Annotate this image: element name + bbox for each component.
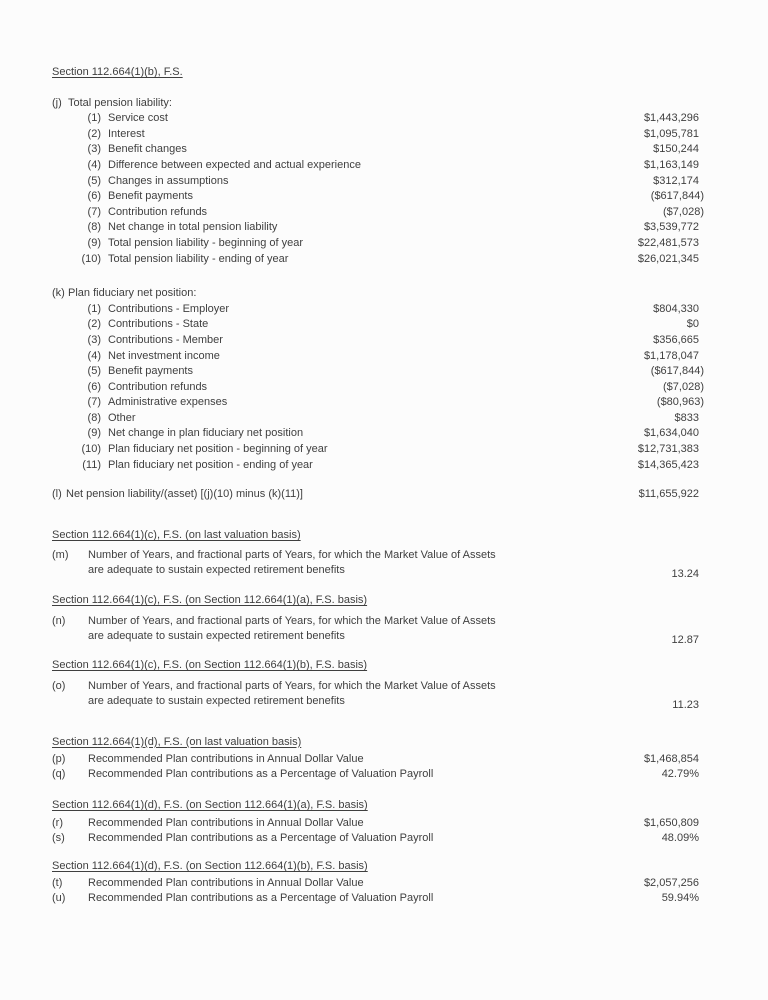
item-letter: (q)	[52, 768, 66, 781]
table-row	[52, 752, 704, 767]
item-letter: (j)	[52, 96, 62, 109]
item-label: Benefit payments	[108, 365, 193, 378]
table-row	[52, 426, 704, 442]
section-block-1d-1a-basis	[52, 798, 704, 846]
table-row	[52, 333, 704, 349]
section-block-1c-last-valuation	[52, 528, 704, 579]
table-row	[52, 317, 704, 333]
table-row	[52, 891, 704, 906]
item-number: (11)	[82, 458, 101, 471]
item-label: Difference between expected and actual experience	[108, 158, 361, 171]
table-row	[52, 876, 704, 891]
table-row	[52, 458, 704, 474]
item-label: Recommended Plan contributions as a Percentage of Valuation Payroll	[88, 892, 434, 905]
item-number: (6)	[87, 380, 101, 393]
item-label: Administrative expenses	[108, 396, 228, 409]
group-title: Total pension liability:	[68, 96, 172, 109]
table-row	[52, 252, 704, 268]
description-line-2: are adequate to sustain expected retirement benefits	[88, 630, 345, 643]
section-rows	[52, 816, 704, 846]
table-row	[52, 236, 704, 252]
item-label: Benefit payments	[108, 190, 193, 203]
item-number: (8)	[87, 411, 101, 424]
item-number: (2)	[87, 127, 101, 140]
item-value: $11,655,922	[638, 488, 699, 501]
item-label: Recommended Plan contributions in Annual Dollar Value	[88, 816, 364, 829]
item-value: $26,021,345	[637, 252, 699, 265]
group-heading-j	[52, 96, 704, 112]
section-block-1d-1b-basis	[52, 859, 704, 907]
item-value: $1,178,047	[643, 349, 699, 362]
item-label: Plan fiduciary net position - ending of year	[108, 458, 313, 471]
table-row	[52, 349, 704, 365]
item-label: Plan fiduciary net position - beginning of year	[108, 443, 328, 456]
section-heading: Section 112.664(1)(c), F.S. (on Section 112.664(1)(b), F.S. basis)	[52, 659, 368, 672]
item-label: Service cost	[108, 112, 168, 125]
item-number: (9)	[87, 236, 101, 249]
table-row	[52, 679, 704, 709]
item-letter: (k)	[52, 287, 65, 300]
item-value: ($7,028)	[663, 205, 704, 218]
section-heading-112-664-1b: Section 112.664(1)(b), F.S.	[52, 66, 183, 78]
item-label: Recommended Plan contributions in Annual Dollar Value	[88, 877, 364, 890]
item-number: (6)	[87, 190, 101, 203]
item-letter: (p)	[52, 753, 66, 766]
item-value: 59.94%	[661, 892, 699, 905]
item-letter: (m)	[52, 549, 69, 562]
item-label: Contributions - Member	[108, 333, 223, 346]
item-number: (7)	[87, 205, 101, 218]
item-description	[88, 614, 609, 644]
item-letter: (s)	[52, 831, 65, 844]
item-label: Benefit changes	[108, 143, 187, 156]
description-line-2: are adequate to sustain expected retirement benefits	[88, 694, 345, 707]
item-number: (2)	[87, 318, 101, 331]
description-line-2: are adequate to sustain expected retirement benefits	[88, 564, 345, 577]
item-number: (10)	[81, 443, 101, 456]
item-label: Net change in plan fiduciary net position	[108, 427, 304, 440]
item-value: ($617,844)	[650, 365, 704, 378]
table-row	[52, 142, 704, 158]
section-block-1d-last-valuation	[52, 735, 704, 783]
section-block-1c-1b-basis	[52, 658, 704, 709]
table-row	[52, 548, 704, 581]
item-value: ($617,844)	[650, 190, 704, 203]
item-label: Interest	[108, 127, 145, 140]
item-number: (8)	[87, 221, 101, 234]
item-value: ($7,028)	[663, 380, 704, 393]
item-value: $150,244	[653, 143, 699, 156]
item-value: $1,163,149	[643, 158, 699, 171]
item-label: Total pension liability - beginning of year	[108, 236, 304, 249]
table-row	[52, 302, 704, 318]
item-label: Net investment income	[108, 349, 220, 362]
item-value: $1,468,854	[643, 753, 699, 766]
table-row	[52, 205, 704, 221]
table-row	[52, 220, 704, 236]
item-number: (1)	[87, 302, 101, 315]
item-letter: (o)	[52, 679, 66, 692]
item-number: (3)	[87, 143, 101, 156]
table-row	[52, 174, 704, 190]
item-label: Other	[108, 411, 136, 424]
item-letter: (t)	[52, 877, 63, 890]
item-label: Net change in total pension liability	[108, 221, 278, 234]
item-number: (7)	[87, 396, 101, 409]
item-label: Recommended Plan contributions in Annual Dollar Value	[88, 753, 364, 766]
section-heading: Section 112.664(1)(c), F.S. (on last valuation basis)	[52, 528, 301, 541]
item-label: Contribution refunds	[108, 380, 208, 393]
table-row	[52, 442, 704, 458]
item-letter: (r)	[52, 816, 63, 829]
table-row	[52, 614, 704, 647]
item-letter: (l)	[52, 488, 62, 501]
item-label: Contributions - State	[108, 318, 209, 331]
table-row	[52, 380, 704, 396]
item-number: (3)	[87, 333, 101, 346]
item-number: (4)	[87, 158, 101, 171]
item-number: (4)	[87, 349, 101, 362]
item-number: (1)	[87, 112, 101, 125]
section-heading: Section 112.664(1)(d), F.S. (on Section 112.664(1)(b), F.S. basis)	[52, 859, 368, 872]
section-rows	[52, 876, 704, 906]
table-row	[52, 364, 704, 380]
item-value: 13.24	[671, 568, 699, 581]
item-value: $2,057,256	[643, 877, 699, 890]
net-pension-liability-row	[52, 487, 704, 503]
item-description	[88, 548, 609, 578]
item-letter: (u)	[52, 892, 66, 905]
section-heading: Section 112.664(1)(d), F.S. (on last valuation basis)	[52, 735, 302, 748]
description-line-1: Number of Years, and fractional parts of Years, for which the Market Value of Assets	[88, 615, 496, 628]
description-line-1: Number of Years, and fractional parts of Years, for which the Market Value of Assets	[88, 679, 496, 692]
description-line-1: Number of Years, and fractional parts of Years, for which the Market Value of Assets	[88, 549, 496, 562]
table-row	[52, 816, 704, 831]
item-label: Net pension liability/(asset) [(j)(10) minus (k)(11)]	[66, 488, 303, 501]
table-row	[52, 395, 704, 411]
item-value: $804,330	[653, 302, 699, 315]
table-row	[52, 158, 704, 174]
item-value: $1,650,809	[643, 816, 699, 829]
item-value: $1,634,040	[643, 427, 699, 440]
item-number: (10)	[81, 252, 101, 265]
section-heading: Section 112.664(1)(d), F.S. (on Section 112.664(1)(a), F.S. basis)	[52, 799, 368, 812]
item-label: Contributions - Employer	[108, 302, 230, 315]
table-row	[52, 411, 704, 427]
item-value: 48.09%	[661, 831, 699, 844]
item-value: $14,365,423	[637, 458, 699, 471]
section-heading: Section 112.664(1)(c), F.S. (on Section 112.664(1)(a), F.S. basis)	[52, 594, 368, 607]
section-block-1c-1a-basis	[52, 593, 704, 647]
item-label: Recommended Plan contributions as a Percentage of Valuation Payroll	[88, 768, 434, 781]
item-label: Total pension liability - ending of year	[108, 252, 289, 265]
item-value: 12.87	[671, 634, 699, 647]
section-rows	[52, 752, 704, 782]
item-value: $1,095,781	[643, 127, 699, 140]
item-value: $22,481,573	[637, 236, 699, 249]
item-value: 11.23	[672, 698, 699, 711]
item-value: $356,665	[653, 333, 699, 346]
item-number: (5)	[87, 365, 101, 378]
item-label: Changes in assumptions	[108, 174, 229, 187]
item-value: $3,539,772	[643, 221, 699, 234]
item-value: 42.79%	[661, 768, 699, 781]
table-row	[52, 831, 704, 846]
item-value: $833	[674, 411, 699, 424]
item-label: Contribution refunds	[108, 205, 208, 218]
item-value: $0	[686, 318, 699, 331]
table-row	[52, 127, 704, 143]
group-title: Plan fiduciary net position:	[68, 287, 197, 300]
item-description	[88, 679, 609, 709]
group-heading-k	[52, 286, 704, 302]
item-value: ($80,963)	[656, 396, 704, 409]
j-items	[52, 111, 704, 267]
item-value: $1,443,296	[643, 112, 699, 125]
item-number: (5)	[87, 174, 101, 187]
item-value: $312,174	[653, 174, 699, 187]
table-row	[52, 767, 704, 782]
item-letter: (n)	[52, 615, 66, 628]
k-items	[52, 302, 704, 474]
item-number: (9)	[87, 427, 101, 440]
table-row	[52, 111, 704, 127]
table-row	[52, 189, 704, 205]
item-value: $12,731,383	[637, 443, 699, 456]
item-label: Recommended Plan contributions as a Percentage of Valuation Payroll	[88, 831, 434, 844]
